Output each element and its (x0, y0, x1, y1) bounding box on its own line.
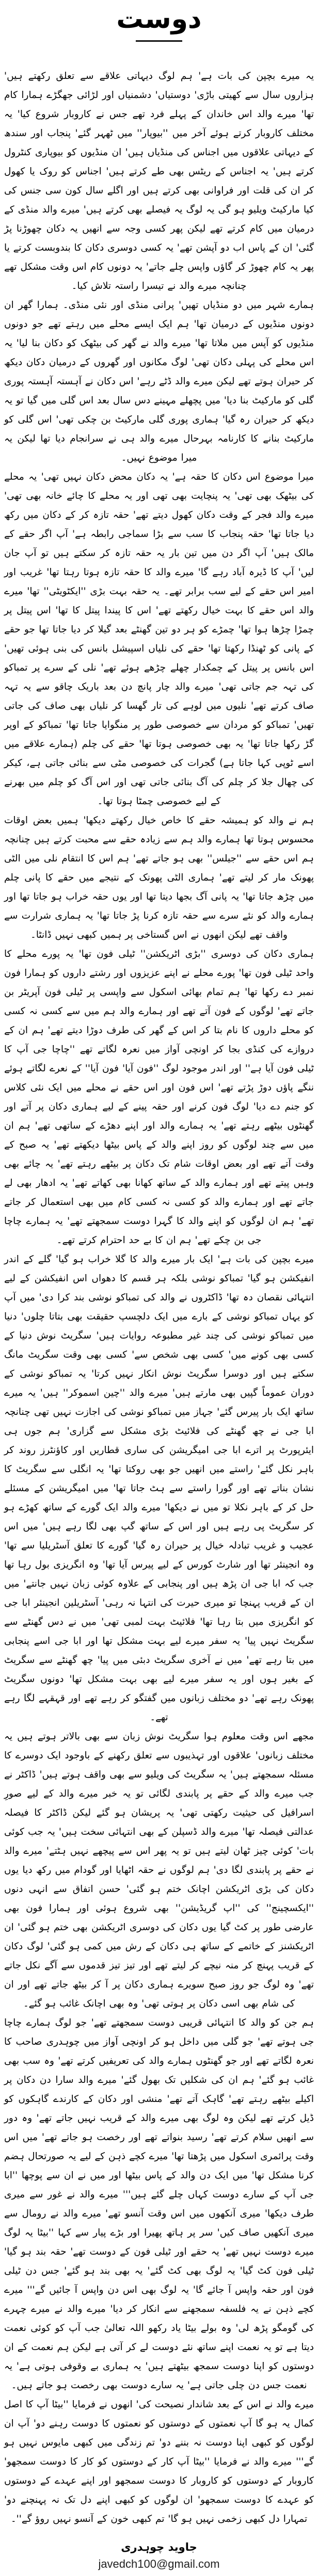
article-body (4, 67, 314, 2529)
author-email: javedch100@gmail.com (98, 2557, 220, 2570)
author-signature: جاوید چوہدری (121, 2540, 197, 2553)
article-paragraph: ہمارے شہر میں دو منڈیاں تھیں' پرانی منڈی اور نئی منڈی۔ ہمارا گھر ان دونوں منڈیوں کے درمیان تھا' ہم ایک ایسے محلے میں رہتے تھے جو دونوں منڈیوں کو آپس میں ملاتا تھا' میرے والد نے گھر کی بیٹھک کو دکان بنا لیا' یہ اس محلے کی پہلی دکان تھی' لوگ مکانوں اور گھروں کے درمیان دکان دیکھ کر حیران ہوتے تھے لیکن میرے والد ڈٹے رہے' اس دکان نے آہستہ آہستہ پوری گلی کو مارکیٹ بنا دیا' میں پچھلے مہینے دس سال بعد اس گلی میں گیا تو یہ دیکھ کر حیران رہ گیا' ہماری پوری گلی مارکیٹ بن چکی تھی' اس گلی کو مارکیٹ بنانے کا کارنامہ بہرحال میرے والد ہی نے سرانجام دیا تھا لیکن یہ میرا موضوع نہیں۔ (4, 299, 314, 463)
article-paragraph: ہماری دکان کی دوسری ''بڑی اٹریکشن'' ٹیلی فون تھا' یہ پورے محلے کا واحد ٹیلی فون تھا' پورے محلے نے اپنے عزیزوں اور رشتے داروں کو ہمارا فون نمبر دے رکھا تھا' ہم تمام بھائی اسکول سے واپسی پر ٹیلی فون آپریٹر بن جاتے تھے' لوگوں کے فون آتے تھے اور ہمارے والد ہم میں سے کسی نہ کسی کو محلے داروں کا نام بتا کر اس کے گھر کی طرف دوڑا دیتے تھے' ہم ان کے دروازے کی کنڈی بجا کر اونچی آواز میں نعرہ لگاتے تھے ''چاچا جی آپ کا ٹیلی فون آیا ہے'' اور اندر موجود لوگ ''فون آیا' فون آیا'' کے نعرے لگاتے ہوئے ننگے پاؤں دوڑ پڑتے تھے' اس فون اور اس حقے نے محلے میں ایک نئی کلاس کو جنم دے دیا' لوگ فون کرنے اور حقہ پینے کے لیے ہماری دکان پر آتے اور گھنٹوں بیٹھے رہتے تھے' یہ ہمارے والد اور اپنے دھڑے کے ساتھی تھے' ہم ان میں سے چند لوگوں کو روز اپنے والد کے پاس بیٹھا دیکھتے تھے' یہ صبح کے وقت آتے تھے اور بعض اوقات شام تک دکان پر بیٹھے رہتے تھے' یہ چائے بھی وہیں پیتے تھے اور ہمارے والد کے ساتھ کھانا بھی کھاتے تھے' یہ ادھار بھی لے جاتے تھے اور ہمارے والد کو کسی نہ کسی کام میں بھی استعمال کر جاتے تھے' ہم ان لوگوں کو اپنے والد کا گہرا دوست سمجھتے تھے' یہ ہمارے چاچا جی بن چکے تھے' ہم ان کا بے حد احترام کرتے تھے۔ (4, 948, 314, 1246)
article-paragraph: ہم جن کو والد کا انتہائی قریبی دوست سمجھتے تھے' جو لوگ ہمارے چاچا جی ہوتے تھے' جو گلی میں داخل ہو کر اونچی آواز میں چوہدری صاحب کا نعرہ لگاتے تھے اور جو گھنٹوں ہمارے والد کی تعریفیں کرتے تھے' وہ سب بھی غائب ہو گئے' ہم ان کی شکلیں تک بھول گئے' میرے والد سارا دن دکان پر اکیلے بیٹھے رہتے تھے' گاہک آتے تھے' منشی اور دکان کے کارندے گاہکوں کو ڈیل کرتے تھے لیکن وہ لوگ بھی میرے والد کے قریب نہیں جاتے تھے' وہ دور سے انھیں سلام کرتے تھے' رسید بنواتے تھے اور رخصت ہو جاتے تھے' میں اس وقت پرائمری اسکول میں پڑھتا تھا' میرے کچے ذہن کے لیے یہ صورتحال ہضم کرنا مشکل تھا' میں ایک دن والد کے پاس بیٹھا اور میں نے ان سے پوچھا ''ابا جی آپ کے سارے دوست کہاں چلے گئے ہیں''' میرے والد نے غور سے میری طرف دیکھا' میری آنکھوں میں اس وقت آنسو تھے' میرے والد نے رومال سے میری آنکھیں صاف کیں' سر پر ہاتھ پھیرا اور بڑے پیار سے کہا ''بیٹا یہ لوگ میرے دوست نہیں تھے' یہ حقے اور ٹیلی فون کے دوست تھے' حقہ بند ہو گیا' ٹیلی فون کٹ گیا' یہ لوگ بھی کٹ گئے' یہ بھی بند ہو گئے' جس دن ٹیلی فون اور حقہ واپس آ جائے گا' یہ لوگ بھی اس دن واپس آ جائیں گے''' میرے کچے ذہن نے یہ فلسفہ سمجھنے سے انکار کر دیا' میرے والد نے میرے چہرے کی گومگو پڑھ لی' وہ بولے بیٹا یاد رکھو اللہ تعالیٰ جب آپ کو کوئی نعمت دیتا ہے تو یہ نعمت اپنے ساتھ نئے دوست لے کر آتی ہے لیکن ہم نعمت کے ان دوستوں کو اپنا دوست سمجھ بیٹھتے ہیں' یہ ہماری بے وقوفی ہوتی ہے' یہ نعمت جس دن چلی جاتی ہے' یہ سارے دوست بھی رخصت ہو جاتے ہیں۔ (4, 2017, 314, 2391)
title-underline (136, 40, 182, 42)
article-paragraph: ہم نے والد کو ہمیشہ حقے کا خاص خیال رکھتے دیکھا' ہمیں بعض اوقات محسوس ہوتا تھا ہمارے والد ہم سے زیادہ حقے سے محبت کرتے ہیں چنانچہ ہم اس حقے سے ''جیلس'' بھی ہو جاتے تھے' ہم اس کا انتقام نلی میں الٹی پھونک مار کر لیتے تھے' ہماری الٹی پھونک کے نتیجے میں حقے کا پانی چلم میں چڑھ جاتا تھا' یہ پانی آگ بجھا دیتا تھا اور یوں حقہ خراب ہو جاتا تھا اور ہمارے والد کو نئے سرے سے حقہ تازہ کرنا پڑ جاتا تھا' یہ ہماری شرارت سے واقف تھے لیکن انھوں نے اس گستاخی پر ہمیں کبھی نہیں ڈانٹا۔ (4, 814, 314, 940)
article-paragraph: مجھے اس وقت معلوم ہوا سگریٹ نوش زبان سے بھی بالاتر ہوتے ہیں یہ مختلف زبانوں' علاقوں اور تہذیبوں سے تعلق رکھنے کے باوجود ایک دوسرے کا مسئلہ سمجھتے ہیں' یہ سگریٹ کی ویلیو سے بھی واقف ہوتے ہیں' ڈاکٹر نے جب میرے والد کے حقے پر پابندی لگائی تو یہ خبر میرے والد کے لیے صورِ اسرافیل کی حیثیت رکھتی تھی' یہ پریشان ہو گئے لیکن ڈاکٹر کا فیصلہ عدالتی فیصلہ تھا' میرے والد ڈسپلن کے بھی انتہائی سخت ہیں' یہ جب کوئی بات' کوئی چیز ٹھان لیتے ہیں تو یہ پھر اس سے پیچھے نہیں ہٹتے' میرے والد نے حقے پر پابندی لگا دی' ہم لوگوں نے حقہ اٹھایا اور گودام میں رکھ دیا یوں دکان کی بڑی اٹریکشن اچانک ختم ہو گئی' حسن اتفاق سے انہی دنوں ''ایکسچینج'' کی ''اپ گریڈیشن'' بھی شروع ہوئی اور ہمارا فون بھی عارضی طور پر کٹ گیا یوں دکان کی دوسری اٹریکشن بھی ختم ہو گئی' ان اٹریکشنز کے خاتمے کے ساتھ ہی دکان کے رش میں کمی ہو گئی' لوگ دکان کے قریب پہنچ کر منہ نیچے کر لیتے تھے اور تیز تیز قدموں سے آگے نکل جاتے تھے' وہ لوگ جو روز صبح سویرے ہماری دکان پر آ کر بیٹھ جاتے تھے اور ان کی شام بھی اسی دکان پر ہوتی تھی' وہ بھی اچانک غائب ہو گئے۔ (4, 1731, 314, 2009)
article-paragraph: میرا موضوع اس دکان کا حقہ ہے' یہ دکان محض دکان نہیں تھی' یہ محلے کی بیٹھک بھی تھی' یہ پنچایت بھی تھی اور یہ محلے کا چائے خانہ بھی تھی' میرے والد فجر کے وقت دکان کھول دیتے تھے' حقہ تازہ کر کے دکان میں رکھ دیا جاتا تھا' حقہ پنجاب کا سب سے بڑا سماجی رابطہ ہے' آپ اگر حقے کے مالک ہیں' آپ اگر دن میں تین بار یہ حقہ تازہ کر سکتے ہیں تو آپ جان لیں' آپ کا ڈیرہ آباد رہے گا' میرے والد کا حقہ تازہ ہوتا رہتا تھا' غریب اور امیر اس حقے کے لیے سب برابر تھے۔ یہ حقہ بہت بڑی ''ایکٹویٹی'' تھا' میرے والد اس حقے کا بہت خیال رکھتے تھے' اس کا پیندا پیتل کا تھا' اس پیتل پر چمڑا چڑھا ہوا تھا' چمڑے کو ہر دو تین گھنٹے بعد گیلا کر دیا جاتا تھا جو حقے کے پانی کو ٹھنڈا رکھتا تھا' حقے کی نلیاں اسپیشل بانس کی بنی ہوئی تھیں' اس بانس پر پیتل کے چمکدار چھلے چڑھے ہوئے تھے' نلی کے سرے پر تمباکو کی تہہ جم جاتی تھی' میرے والد چار پانچ دن بعد باریک چاقو سے یہ تہہ صاف کرتے تھے' نلیوں میں لوہے کی تار گھسا کر نلیاں بھی صاف کی جاتی تھیں' تمباکو کو مردان سے خصوصی طور پر منگوایا جاتا تھا' تمباکو کے اوپر گڑ رکھا جاتا تھا' یہ بھی خصوصی ہوتا تھا' حقے کی چلم (ہمارے علاقے میں اسے ٹوپی کہا جاتا ہے) گجرات کی خصوصی مٹی سے بنائی جاتی ہے، کیکر کی چھال جلا کر چلم کی آگ بنائی جاتی تھی اور اس آگ کو چلم میں بھرنے کے لیے خصوصی چمٹا ہوتا تھا۔ (4, 471, 314, 807)
article-paragraph: میرے بچپن کی بات ہے' ایک بار میرے والد کا گلا خراب ہو گیا' گلے کے اندر انفیکشن ہو گیا' تمباکو نوشی بلکہ ہر قسم کا دھواں اس انفیکشن کے لیے انتہائی نقصان دہ تھا' ڈاکٹروں نے والد کی تمباکو نوشی بند کرا دی' میں آپ کو یہاں تمباکو نوشی کے بارے میں ایک دلچسپ حقیقت بھی بتاتا چلوں' دنیا میں تمباکو نوشی کی چند غیر مطبوعہ روایات ہیں' سگریٹ نوش دنیا کے کسی بھی کونے میں' کسی بھی شخص سے' کسی بھی وقت سگریٹ مانگ سکتے ہیں اور دوسرا سگریٹ نوش انکار نہیں کرتا' یہ تمباکو نوشی کے دوران عموماً گپیں بھی مارتے ہیں' میرے والد ''چین اسموکر'' ہیں' یہ میرے ساتھ ایک بار پیرس گئے' جہاز میں تمباکو نوشی کی اجازت نہیں تھی چنانچہ ابا جی نے چھ گھنٹے کی فلائیٹ بڑی مشکل سے گزاری' ہم جوں ہی ایئرپورٹ پر اترے ابا جی امیگریشن کی ساری قطاریں اور کاؤنٹرز روند کر باہر نکل گئے' راستے میں انھیں جو بھی روکتا تھا' یہ انگلی سے سگریٹ کا نشان بناتے تھے اور گورا راستے سے ہٹ جاتا تھا' میں امیگریشن کے مسئلے حل کر کے باہر نکلا تو میں نے دیکھا' میرے والد ایک گورے کے ساتھ کھڑے ہو کر سگریٹ پی رہے ہیں اور اس کے ساتھ گپ بھی لگا رہے ہیں' میں اس عجیب و غریب تبادلہ خیال پر حیران رہ گیا' گورے کا تعلق آسٹریلیا سے تھا' وہ انجینئر تھا اور شارٹ کورس کے لیے پیرس آیا تھا' وہ انگریزی بول رہا تھا جب کہ ابا جی ان پڑھ ہیں اور پنجابی کے علاوہ کوئی زبان نہیں جانتے' میں ان کے قریب پہنچا تو میری حیرت کی انتہا نہ رہی' آسٹریلین انجینئر ابا جی کو انگریزی میں بتا رہا تھا' فلائیٹ بہت لمبی تھی' میں نے دس گھنٹے سے سگریٹ نہیں پیا' یہ سفر میرے لیے بہت مشکل تھا اور ابا جی اسے پنجابی میں بتا رہے تھے' میں نے آخری سگریٹ دبئی میں پیا' چھ گھنٹے سے سگریٹ کے بغیر ہوں اور یہ سفر میرے لیے بھی بہت مشکل تھا' دونوں سگریٹ پھونک رہے تھے' دو مختلف زبانوں میں گفتگو کر رہے تھے اور قہقہے لگا رہے تھے۔ (4, 1253, 314, 1723)
article-paragraph: میرے والد نے اس کے بعد شاندار نصیحت کی' انھوں نے فرمایا ''بیٹا آپ کا اصل کمال یہ ہو گا آپ نعمتوں کے دوستوں کو نعمتوں کا دوست رہنے دو' آپ ان لوگوں کو کبھی اپنا دوست نہ بننے دو' تم زندگی میں کبھی مایوس نہیں ہو گے''' میرے والد نے فرمایا ''بیٹا آپ کار کے دوستوں کو کار کا دوست سمجھو' کاروبار کے دوستوں کو کاروبار کا دوست سمجھو اور اپنے عہدے کے دوستوں کو عہدے کا دوست سمجھو' ان لوگوں کو کبھی اپنے دل تک نہ پہنچنے دو' تمہارا دل کبھی زخمی نہیں ہو گا' تم کبھی خون کے آنسو نہیں روؤ گے''۔ (4, 2399, 314, 2524)
article-paragraph: یہ میرے بچپن کی بات ہے' ہم لوگ دیہاتی علاقے سے تعلق رکھتے ہیں' ہزاروں سال سے کھیتی باڑی' دوستیاں' دشمنیاں اور لڑائی جھگڑے ہمارا کام تھا' میرے والد اس خاندان کے پہلے فرد تھے جس نے کاروبار شروع کیا' یہ مختلف کاروبار کرتے ہوئے آخر میں ''بیوپار'' میں ٹھہر گئے' پنجاب اور سندھ کے دیہاتی علاقوں میں اجناس کی منڈیاں ہیں' ان منڈیوں کو بیوپاری کنٹرول کرتے ہیں' یہ اجناس کے ریٹس بھی طے کرتے ہیں' اجناس کو روک یا کھول کر ان کی قلت اور فراوانی بھی کرتے ہیں اور اگلے سال کون سی جنس کی کیا مارکیٹ ویلیو ہو گی یہ لوگ یہ فیصلے بھی کرتے ہیں' میرے والد منڈی کے درمیان میں کام کرتے تھے لیکن پھر کسی وجہ سے انھیں یہ دکان چھوڑنا پڑ گئی' ان کے پاس اب دو آپشن تھے' یہ کسی دوسری دکان کا بندوبست کرتے یا پھر یہ کام چھوڑ کر گاؤں واپس چلے جاتے' یہ دونوں کام اس وقت مشکل تھے چنانچہ میرے والد نے تیسرا راستہ تلاش کیا۔ (4, 70, 314, 291)
page-title: دوست (116, 4, 202, 35)
